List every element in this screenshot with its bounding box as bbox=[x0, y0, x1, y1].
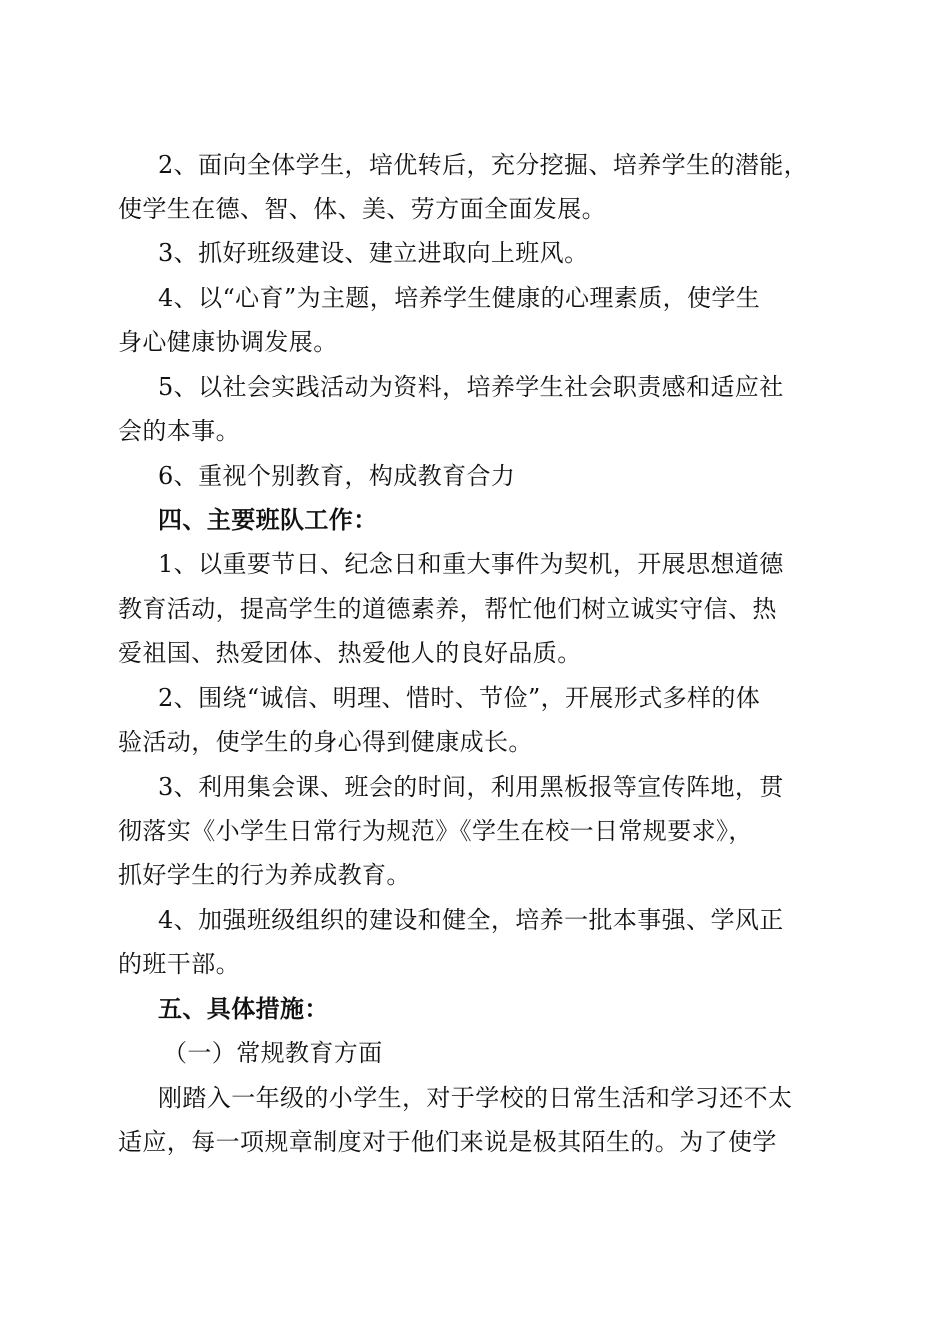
paragraph-line: 2、围绕“诚信、明理、惜时、节俭”，开展形式多样的体 bbox=[158, 684, 761, 712]
section-heading: 五、具体措施： bbox=[158, 994, 329, 1023]
paragraph-line: 爱祖国、热爱团体、热爱他人的良好品质。 bbox=[118, 639, 582, 667]
paragraph-line: 身心健康协调发展。 bbox=[118, 328, 338, 356]
paragraph-line: 使学生在德、智、体、美、劳方面全面发展。 bbox=[118, 195, 606, 223]
paragraph-line: 适应，每一项规章制度对于他们来说是极其陌生的。为了使学 bbox=[118, 1128, 777, 1156]
paragraph-line: 彻落实《小学生日常行为规范》《学生在校一日常规要求》， bbox=[118, 817, 753, 845]
paragraph-line: 抓好学生的行为养成教育。 bbox=[118, 861, 411, 889]
paragraph-line: 教育活动，提高学生的道德素养，帮忙他们树立诚实守信、热 bbox=[118, 595, 777, 623]
paragraph-line: 5、以社会实践活动为资料，培养学生社会职责感和适应社 bbox=[158, 373, 784, 401]
paragraph-line: 会的本事。 bbox=[118, 417, 240, 445]
paragraph-line: 1、以重要节日、纪念日和重大事件为契机，开展思想道德 bbox=[158, 550, 784, 578]
paragraph-line: 验活动，使学生的身心得到健康成长。 bbox=[118, 728, 533, 756]
paragraph-line: 的班干部。 bbox=[118, 950, 240, 978]
paragraph-line: 3、抓好班级建设、建立进取向上班风。 bbox=[158, 239, 589, 267]
paragraph-line: 6、重视个别教育，构成教育合力 bbox=[158, 462, 516, 490]
paragraph-line: 4、加强班级组织的建设和健全，培养一批本事强、学风正 bbox=[158, 906, 784, 934]
paragraph-line: 4、以“心育”为主题，培养学生健康的心理素质，使学生 bbox=[158, 284, 761, 312]
section-heading: 四、主要班队工作： bbox=[158, 505, 378, 534]
paragraph-line: 2、面向全体学生，培优转后，充分挖掘、培养学生的潜能， bbox=[158, 151, 809, 179]
paragraph-line: 刚踏入一年级的小学生，对于学校的日常生活和学习还不太 bbox=[158, 1084, 793, 1112]
subsection-heading: （一）常规教育方面 bbox=[163, 1039, 383, 1067]
paragraph-line: 3、利用集会课、班会的时间，利用黑板报等宣传阵地，贯 bbox=[158, 773, 784, 801]
